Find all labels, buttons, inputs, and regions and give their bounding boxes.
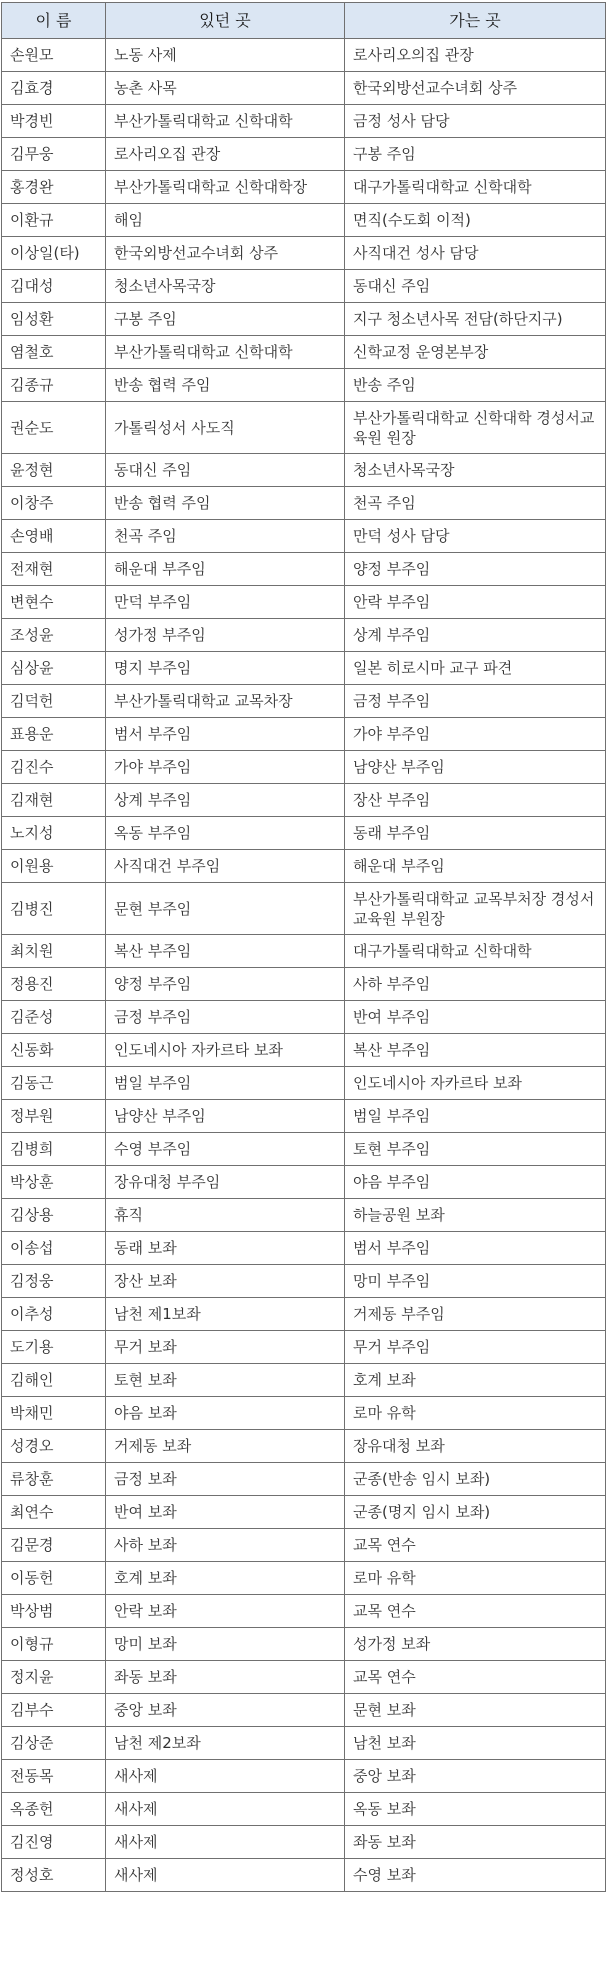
cell-name: 손원모 (2, 39, 106, 72)
table-row (2, 652, 606, 685)
cell-from: 반송 협력 주임 (106, 487, 345, 520)
cell-name: 김동근 (2, 1067, 106, 1100)
cell-from: 동대신 주임 (106, 454, 345, 487)
table-row (2, 138, 606, 171)
cell-to: 장산 부주임 (345, 784, 606, 817)
cell-to: 호계 보좌 (345, 1364, 606, 1397)
cell-from: 좌동 보좌 (106, 1661, 345, 1694)
cell-from: 해운대 부주임 (106, 553, 345, 586)
cell-from: 로사리오집 관장 (106, 138, 345, 171)
cell-to: 대구가톨릭대학교 신학대학 (345, 171, 606, 204)
cell-name: 김병진 (2, 883, 106, 935)
table-row (2, 336, 606, 369)
table-row (2, 1100, 606, 1133)
cell-from: 장유대청 부주임 (106, 1166, 345, 1199)
table-row (2, 237, 606, 270)
table-row (2, 171, 606, 204)
cell-from: 부산가톨릭대학교 교목차장 (106, 685, 345, 718)
cell-to: 부산가톨릭대학교 교목부처장 경성서교육원 부원장 (345, 883, 606, 935)
table-row (2, 1694, 606, 1727)
cell-name: 변현수 (2, 586, 106, 619)
cell-to: 남천 보좌 (345, 1727, 606, 1760)
cell-to: 복산 부주임 (345, 1034, 606, 1067)
table-row (2, 1793, 606, 1826)
cell-from: 인도네시아 자카르타 보좌 (106, 1034, 345, 1067)
cell-to: 반여 부주임 (345, 1001, 606, 1034)
table-row (2, 685, 606, 718)
table-row (2, 1661, 606, 1694)
cell-to: 대구가톨릭대학교 신학대학 (345, 935, 606, 968)
cell-to: 금정 부주임 (345, 685, 606, 718)
table-row (2, 619, 606, 652)
cell-from: 상계 부주임 (106, 784, 345, 817)
header-from: 있던 곳 (106, 3, 345, 39)
table-row (2, 270, 606, 303)
cell-to: 금정 성사 담당 (345, 105, 606, 138)
table-row (2, 1166, 606, 1199)
table-row (2, 1496, 606, 1529)
table-row (2, 784, 606, 817)
cell-from: 옥동 부주임 (106, 817, 345, 850)
table-row (2, 1562, 606, 1595)
table-row (2, 39, 606, 72)
cell-from: 동래 보좌 (106, 1232, 345, 1265)
table-row (2, 553, 606, 586)
cell-name: 류창훈 (2, 1463, 106, 1496)
assignment-table (1, 2, 606, 1892)
cell-from: 토현 보좌 (106, 1364, 345, 1397)
table-row (2, 850, 606, 883)
table-row (2, 1364, 606, 1397)
cell-from: 성가정 부주임 (106, 619, 345, 652)
cell-to: 상계 부주임 (345, 619, 606, 652)
table-row (2, 751, 606, 784)
cell-to: 교목 연수 (345, 1529, 606, 1562)
table-row (2, 817, 606, 850)
table-row (2, 1397, 606, 1430)
cell-name: 이동헌 (2, 1562, 106, 1595)
cell-name: 신동화 (2, 1034, 106, 1067)
cell-from: 새사제 (106, 1793, 345, 1826)
cell-from: 사직대건 부주임 (106, 850, 345, 883)
cell-from: 만덕 부주임 (106, 586, 345, 619)
cell-to: 교목 연수 (345, 1595, 606, 1628)
cell-from: 새사제 (106, 1859, 345, 1892)
cell-from: 망미 보좌 (106, 1628, 345, 1661)
cell-name: 이환규 (2, 204, 106, 237)
cell-name: 권순도 (2, 402, 106, 454)
cell-to: 사직대건 성사 담당 (345, 237, 606, 270)
cell-name: 성경오 (2, 1430, 106, 1463)
cell-to: 만덕 성사 담당 (345, 520, 606, 553)
table-row (2, 1760, 606, 1793)
cell-name: 김재현 (2, 784, 106, 817)
cell-to: 범일 부주임 (345, 1100, 606, 1133)
cell-to: 부산가톨릭대학교 신학대학 경성서교육원 원장 (345, 402, 606, 454)
cell-name: 임성환 (2, 303, 106, 336)
cell-name: 이창주 (2, 487, 106, 520)
cell-name: 이원용 (2, 850, 106, 883)
cell-from: 한국외방선교수녀회 상주 (106, 237, 345, 270)
cell-from: 거제동 보좌 (106, 1430, 345, 1463)
cell-to: 구봉 주임 (345, 138, 606, 171)
cell-name: 김종규 (2, 369, 106, 402)
table-row (2, 1067, 606, 1100)
cell-from: 부산가톨릭대학교 신학대학 (106, 105, 345, 138)
table-row (2, 1034, 606, 1067)
cell-name: 도기용 (2, 1331, 106, 1364)
cell-name: 김준성 (2, 1001, 106, 1034)
cell-to: 동대신 주임 (345, 270, 606, 303)
cell-to: 범서 부주임 (345, 1232, 606, 1265)
cell-to: 무거 부주임 (345, 1331, 606, 1364)
cell-to: 장유대청 보좌 (345, 1430, 606, 1463)
cell-from: 가톨릭성서 사도직 (106, 402, 345, 454)
cell-name: 박채민 (2, 1397, 106, 1430)
cell-to: 군종(반송 임시 보좌) (345, 1463, 606, 1496)
table-row (2, 1430, 606, 1463)
cell-name: 김부수 (2, 1694, 106, 1727)
cell-to: 군종(명지 임시 보좌) (345, 1496, 606, 1529)
cell-to: 성가정 보좌 (345, 1628, 606, 1661)
cell-name: 김무웅 (2, 138, 106, 171)
cell-to: 가야 부주임 (345, 718, 606, 751)
cell-from: 천곡 주임 (106, 520, 345, 553)
cell-to: 지구 청소년사목 전담(하단지구) (345, 303, 606, 336)
cell-to: 면직(수도회 이적) (345, 204, 606, 237)
table-row (2, 402, 606, 454)
table-row (2, 72, 606, 105)
cell-name: 이형규 (2, 1628, 106, 1661)
cell-from: 야음 보좌 (106, 1397, 345, 1430)
cell-from: 남양산 부주임 (106, 1100, 345, 1133)
cell-from: 농촌 사목 (106, 72, 345, 105)
cell-name: 전재현 (2, 553, 106, 586)
table-row (2, 1331, 606, 1364)
cell-to: 좌동 보좌 (345, 1826, 606, 1859)
cell-to: 사하 부주임 (345, 968, 606, 1001)
table-row (2, 1298, 606, 1331)
cell-name: 김진영 (2, 1826, 106, 1859)
cell-name: 손영배 (2, 520, 106, 553)
cell-from: 명지 부주임 (106, 652, 345, 685)
table-row (2, 883, 606, 935)
cell-name: 박경빈 (2, 105, 106, 138)
cell-from: 새사제 (106, 1826, 345, 1859)
cell-to: 토현 부주임 (345, 1133, 606, 1166)
cell-name: 최연수 (2, 1496, 106, 1529)
header-name: 이 름 (2, 3, 106, 39)
table-row (2, 204, 606, 237)
cell-name: 최치원 (2, 935, 106, 968)
cell-name: 정성호 (2, 1859, 106, 1892)
cell-to: 양정 부주임 (345, 553, 606, 586)
cell-from: 휴직 (106, 1199, 345, 1232)
cell-from: 노동 사제 (106, 39, 345, 72)
cell-from: 범일 부주임 (106, 1067, 345, 1100)
cell-from: 구봉 주임 (106, 303, 345, 336)
table-row (2, 586, 606, 619)
header-to: 가는 곳 (345, 3, 606, 39)
cell-to: 문현 보좌 (345, 1694, 606, 1727)
cell-name: 홍경완 (2, 171, 106, 204)
table-row (2, 718, 606, 751)
table-row (2, 303, 606, 336)
cell-from: 복산 부주임 (106, 935, 345, 968)
cell-name: 정용진 (2, 968, 106, 1001)
cell-name: 심상윤 (2, 652, 106, 685)
cell-to: 로사리오의집 관장 (345, 39, 606, 72)
table-row (2, 105, 606, 138)
cell-name: 옥종헌 (2, 1793, 106, 1826)
cell-from: 새사제 (106, 1760, 345, 1793)
cell-from: 남천 제2보좌 (106, 1727, 345, 1760)
cell-from: 금정 부주임 (106, 1001, 345, 1034)
cell-to: 로마 유학 (345, 1397, 606, 1430)
cell-name: 전동목 (2, 1760, 106, 1793)
cell-name: 노지성 (2, 817, 106, 850)
cell-to: 수영 보좌 (345, 1859, 606, 1892)
table-row (2, 1595, 606, 1628)
cell-to: 야음 부주임 (345, 1166, 606, 1199)
table-row (2, 1133, 606, 1166)
cell-name: 김상준 (2, 1727, 106, 1760)
cell-to: 남양산 부주임 (345, 751, 606, 784)
cell-from: 부산가톨릭대학교 신학대학장 (106, 171, 345, 204)
cell-to: 하늘공원 보좌 (345, 1199, 606, 1232)
cell-name: 김대성 (2, 270, 106, 303)
cell-name: 표용운 (2, 718, 106, 751)
cell-name: 김정웅 (2, 1265, 106, 1298)
cell-name: 김해인 (2, 1364, 106, 1397)
table-row (2, 1529, 606, 1562)
cell-to: 옥동 보좌 (345, 1793, 606, 1826)
cell-from: 호계 보좌 (106, 1562, 345, 1595)
cell-from: 반여 보좌 (106, 1496, 345, 1529)
cell-from: 해임 (106, 204, 345, 237)
table-row (2, 1199, 606, 1232)
cell-to: 일본 히로시마 교구 파견 (345, 652, 606, 685)
cell-to: 천곡 주임 (345, 487, 606, 520)
cell-from: 중앙 보좌 (106, 1694, 345, 1727)
cell-name: 이추성 (2, 1298, 106, 1331)
cell-name: 김덕헌 (2, 685, 106, 718)
table-header (2, 3, 606, 39)
cell-name: 이상일(타) (2, 237, 106, 270)
cell-to: 망미 부주임 (345, 1265, 606, 1298)
table-body (2, 39, 606, 1892)
table-row (2, 1826, 606, 1859)
cell-from: 금정 보좌 (106, 1463, 345, 1496)
cell-from: 청소년사목국장 (106, 270, 345, 303)
cell-name: 정지윤 (2, 1661, 106, 1694)
cell-from: 수영 부주임 (106, 1133, 345, 1166)
cell-name: 김진수 (2, 751, 106, 784)
cell-name: 김문경 (2, 1529, 106, 1562)
table-row (2, 1463, 606, 1496)
table-row (2, 369, 606, 402)
table-row (2, 1727, 606, 1760)
cell-from: 무거 보좌 (106, 1331, 345, 1364)
table-row (2, 1001, 606, 1034)
table-row (2, 487, 606, 520)
cell-to: 중앙 보좌 (345, 1760, 606, 1793)
table-row (2, 1859, 606, 1892)
cell-name: 김상용 (2, 1199, 106, 1232)
cell-to: 로마 유학 (345, 1562, 606, 1595)
table-row (2, 1628, 606, 1661)
cell-to: 해운대 부주임 (345, 850, 606, 883)
cell-from: 장산 보좌 (106, 1265, 345, 1298)
cell-from: 부산가톨릭대학교 신학대학 (106, 336, 345, 369)
cell-to: 인도네시아 자카르타 보좌 (345, 1067, 606, 1100)
cell-from: 문현 부주임 (106, 883, 345, 935)
cell-name: 염철호 (2, 336, 106, 369)
cell-to: 신학교정 운영본부장 (345, 336, 606, 369)
cell-name: 김병희 (2, 1133, 106, 1166)
cell-to: 교목 연수 (345, 1661, 606, 1694)
table-row (2, 520, 606, 553)
header-row (2, 3, 606, 39)
cell-to: 안락 부주임 (345, 586, 606, 619)
cell-name: 정부원 (2, 1100, 106, 1133)
cell-name: 박상훈 (2, 1166, 106, 1199)
cell-to: 동래 부주임 (345, 817, 606, 850)
cell-from: 범서 부주임 (106, 718, 345, 751)
cell-name: 윤정현 (2, 454, 106, 487)
cell-from: 양정 부주임 (106, 968, 345, 1001)
table-row (2, 968, 606, 1001)
table-row (2, 454, 606, 487)
cell-to: 청소년사목국장 (345, 454, 606, 487)
cell-from: 남천 제1보좌 (106, 1298, 345, 1331)
table-row (2, 1232, 606, 1265)
cell-from: 사하 보좌 (106, 1529, 345, 1562)
cell-to: 거제동 부주임 (345, 1298, 606, 1331)
cell-from: 가야 부주임 (106, 751, 345, 784)
cell-to: 한국외방선교수녀회 상주 (345, 72, 606, 105)
cell-name: 김효경 (2, 72, 106, 105)
cell-from: 반송 협력 주임 (106, 369, 345, 402)
table-row (2, 1265, 606, 1298)
cell-from: 안락 보좌 (106, 1595, 345, 1628)
cell-name: 이송섭 (2, 1232, 106, 1265)
table-row (2, 935, 606, 968)
cell-name: 박상범 (2, 1595, 106, 1628)
cell-to: 반송 주임 (345, 369, 606, 402)
cell-name: 조성윤 (2, 619, 106, 652)
